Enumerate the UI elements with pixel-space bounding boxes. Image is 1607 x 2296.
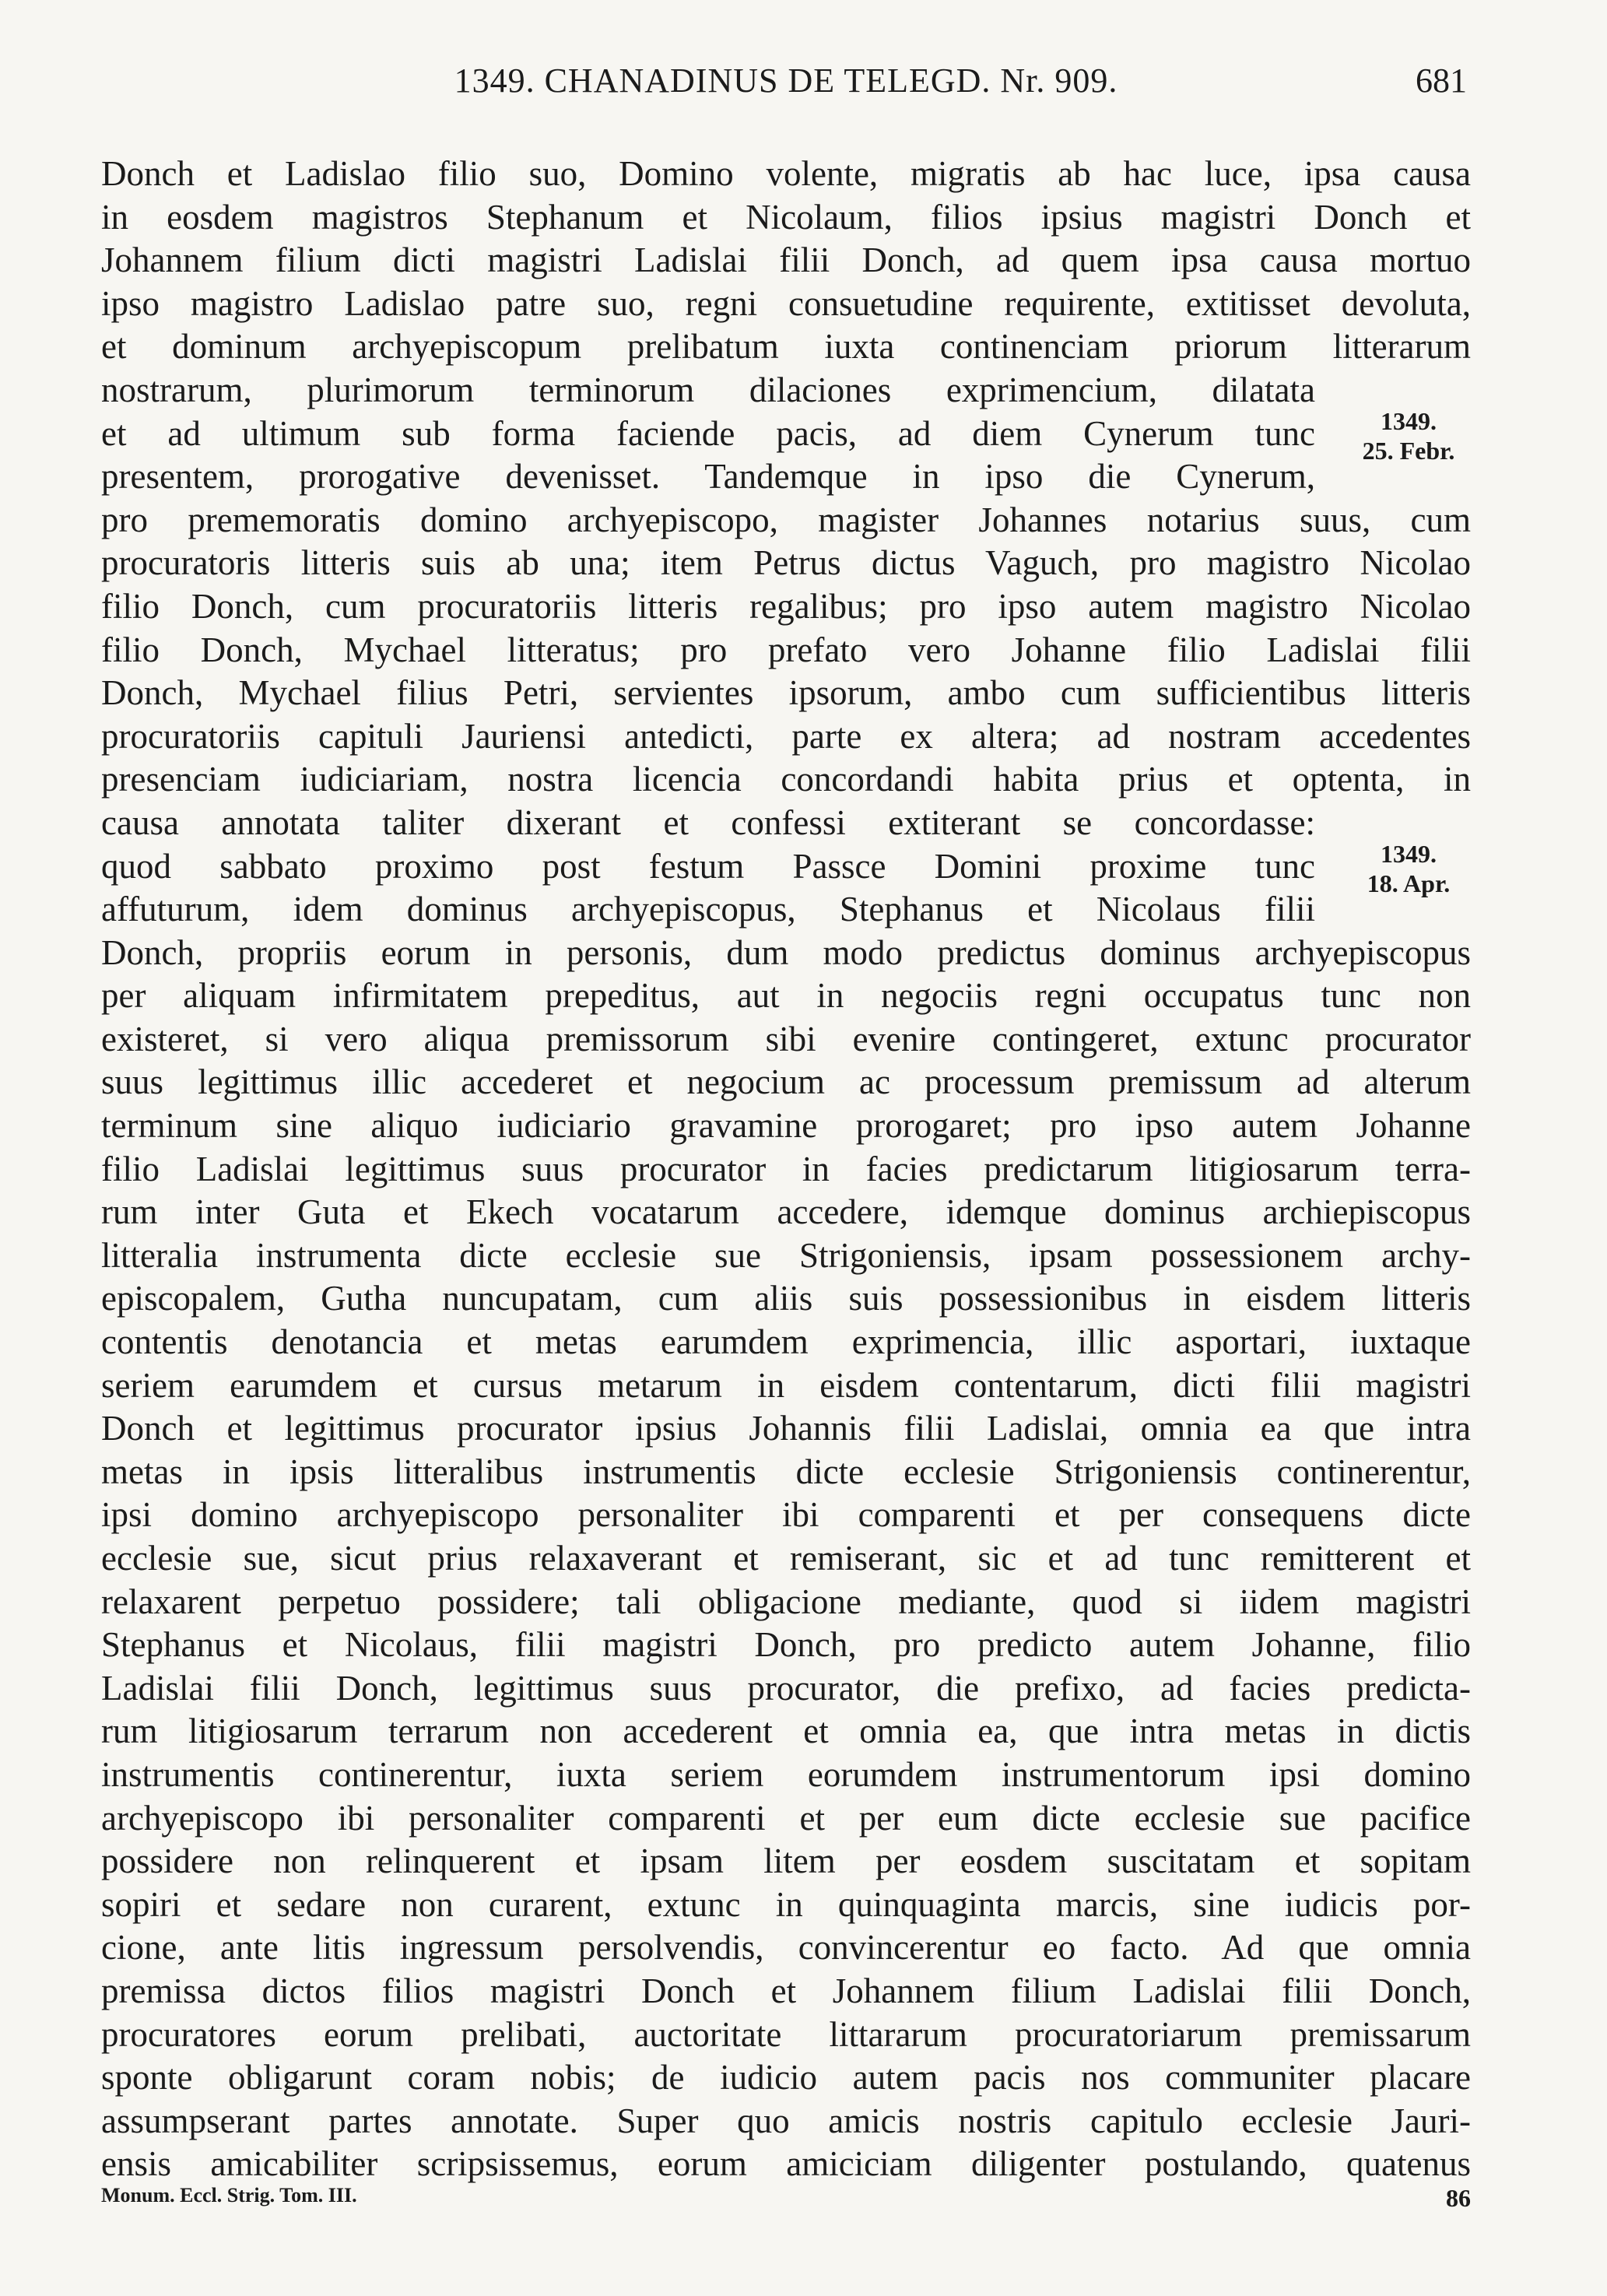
text-line: et dominum archyepiscopum prelibatum iuxta continenciam priorum litterarum [101, 327, 1471, 367]
text-line: Donch, propriis eorum in personis, dum modo predictus dominus archyepiscopus [101, 932, 1471, 972]
text-line: filio Ladislai legittimus suus procurator in facies predictarum litigiosarum terra- [101, 1149, 1471, 1188]
text-line: archyepiscopo ibi personaliter comparenti et per eum dicte ecclesie sue pacifice [101, 1798, 1471, 1838]
text-line: per aliquam infirmitatem prepeditus, aut in negociis regni occupatus tunc non [101, 976, 1471, 1016]
margin-note-date: 25. Febr. [1362, 436, 1455, 465]
running-header [0, 61, 1607, 115]
text-line: rum litigiosarum terrarum non accederent et omnia ea, que intra metas in dictis [101, 1711, 1471, 1751]
text-line: sopiri et sedare non curarent, extunc in quinquaginta marcis, sine iudicis por- [101, 1884, 1471, 1924]
text-line: instrumentis continerentur, iuxta seriem eorumdem instrumentorum ipsi domino [101, 1754, 1471, 1794]
text-line: terminum sine aliquo iudiciario gravamine prorogaret; pro ipso autem Johanne [101, 1106, 1471, 1146]
text-line: possidere non relinquerent et ipsam litem per eosdem suscitatam et sopitam [101, 1841, 1471, 1881]
margin-note-year: 1349. [1381, 839, 1437, 868]
text-line: episcopalem, Gutha nuncupatam, cum aliis suis possessionibus in eisdem litteris [101, 1279, 1471, 1318]
text-line: filio Donch, Mychael litteratus; pro prefato vero Johanne filio Ladislai filii [101, 630, 1471, 669]
text-line: rum inter Guta et Ekech vocatarum accedere, idemque dominus archiepiscopus [101, 1192, 1471, 1232]
text-line: sponte obligarunt coram nobis; de iudicio autem pacis nos communiter placare [101, 2058, 1471, 2098]
text-line: ipsi domino archyepiscopo personaliter ibi comparenti et per consequens dicte [101, 1495, 1471, 1535]
text-line: relaxarent perpetuo possidere; tali obligacione mediante, quod si iidem magistri [101, 1582, 1471, 1621]
footer-series-title: Monum. Eccl. Strig. Tom. III. [101, 2184, 357, 2206]
margin-note-date: 18. Apr. [1367, 869, 1451, 897]
margin-date-note [1335, 406, 1482, 465]
page-footer [101, 2184, 1471, 2215]
text-line: existeret, si vero aliqua premissorum sibi evenire contingeret, extunc procurator [101, 1019, 1471, 1058]
text-line: cione, ante litis ingressum persolvendis, convincerentur eo facto. Ad que omnia [101, 1928, 1471, 1968]
margin-date-note [1335, 839, 1482, 898]
text-line: assumpserant partes annotate. Super quo amicis nostris capitulo ecclesie Jauri- [101, 2101, 1471, 2140]
text-line: quod sabbato proximo post festum Passce Domini proxime tunc [101, 846, 1315, 886]
text-line: et ad ultimum sub forma faciende pacis, ad diem Cynerum tunc [101, 413, 1315, 453]
text-line: Stephanus et Nicolaus, filii magistri Donch, pro predicto autem Johanne, filio [101, 1625, 1471, 1665]
text-line: in eosdem magistros Stephanum et Nicolaum, filios ipsius magistri Donch et [101, 197, 1471, 237]
text-line: ipso magistro Ladislao patre suo, regni consuetudine requirente, extitisset devoluta, [101, 283, 1471, 323]
text-line: filio Donch, cum procuratoriis litteris regalibus; pro ipso autem magistro Nicolao [101, 586, 1471, 626]
text-line: procuratoris litteris suis ab una; item Petrus dictus Vaguch, pro magistro Nicolao [101, 543, 1471, 583]
text-line: contentis denotancia et metas earumdem exprimencia, illic asportari, iuxtaque [101, 1322, 1471, 1362]
text-line: Johannem filium dicti magistri Ladislai filii Donch, ad quem ipsa causa mortuo [101, 240, 1471, 280]
text-line: suus legittimus illic accederet et negocium ac processum premissum ad alterum [101, 1062, 1471, 1102]
text-line: presenciam iudiciariam, nostra licencia concordandi habita prius et optenta, in [101, 760, 1471, 799]
text-line: seriem earumdem et cursus metarum in eisdem contentarum, dicti filii magistri [101, 1365, 1471, 1405]
text-line: procuratores eorum prelibati, auctoritate littararum procuratoriarum premissarum [101, 2014, 1471, 2054]
text-line: Donch, Mychael filius Petri, servientes ipsorum, ambo cum sufficientibus litteris [101, 673, 1471, 713]
text-line: Ladislai filii Donch, legittimus suus procurator, die prefixo, ad facies predicta- [101, 1668, 1471, 1708]
text-line: ecclesie sue, sicut prius relaxaverant et remiserant, sic et ad tunc remitterent et [101, 1539, 1471, 1578]
text-line: ensis amicabiliter scripsissemus, eorum amiciciam diligenter postulando, quatenus [101, 2144, 1471, 2184]
text-line: causa annotata taliter dixerant et confessi extiterant se concordasse: [101, 802, 1315, 842]
page-number: 681 [1416, 61, 1467, 100]
text-line: pro prememoratis domino archyepiscopo, magister Johannes notarius suus, cum [101, 500, 1471, 539]
text-line: affuturum, idem dominus archyepiscopus, Stephanus et Nicolaus filii [101, 890, 1315, 929]
footer-signature-number: 86 [1446, 2184, 1471, 2212]
text-line: procuratoriis capituli Jauriensi antedicti, parte ex altera; ad nostram accedentes [101, 716, 1471, 756]
text-line: Donch et legittimus procurator ipsius Johannis filii Ladislai, omnia ea que intra [101, 1409, 1471, 1448]
document-body [101, 153, 1471, 2186]
margin-note-year: 1349. [1381, 406, 1437, 435]
text-line: Donch et Ladislao filio suo, Domino volente, migratis ab hac luce, ipsa causa [101, 154, 1471, 193]
text-line: metas in ipsis litteralibus instrumentis dicte ecclesie Strigoniensis continerentur, [101, 1452, 1471, 1491]
running-title: 1349. CHANADINUS DE TELEGD. Nr. 909. [454, 61, 1118, 100]
text-line: presentem, prorogative devenisset. Tandemque in ipso die Cynerum, [101, 457, 1315, 497]
text-line: premissa dictos filios magistri Donch et Johannem filium Ladislai filii Donch, [101, 1971, 1471, 2010]
text-line: nostrarum, plurimorum terminorum dilaciones exprimencium, dilatata [101, 370, 1315, 409]
text-line: litteralia instrumenta dicte ecclesie sue Strigoniensis, ipsam possessionem archy- [101, 1235, 1471, 1275]
